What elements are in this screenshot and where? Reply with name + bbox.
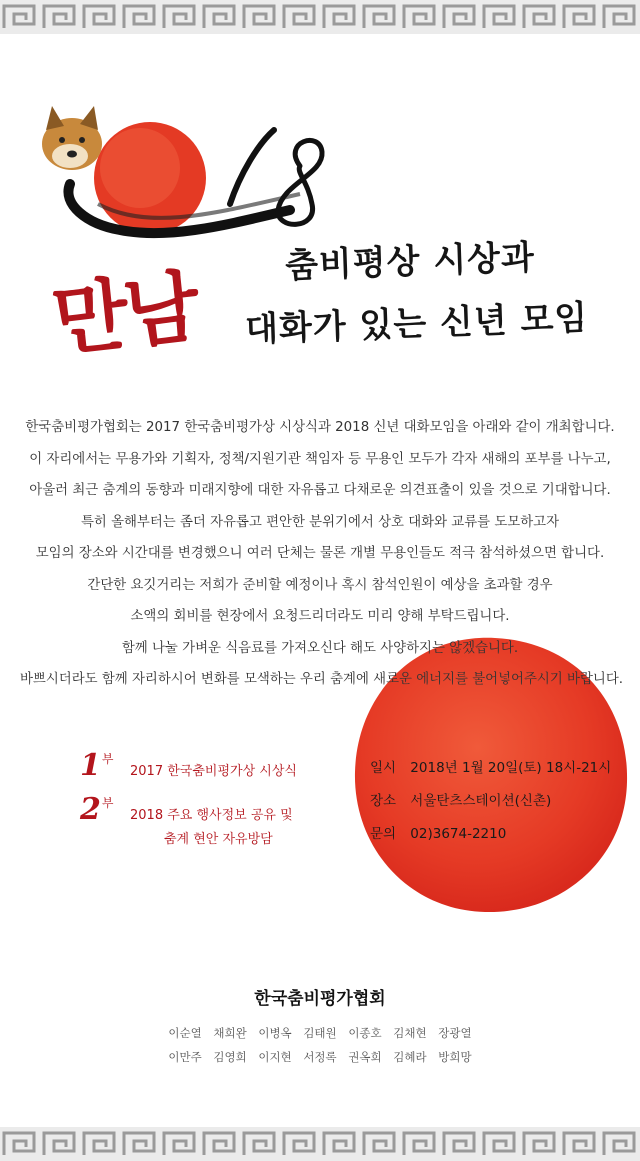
body-line: 모임의 장소와 시간대를 변경했으니 여러 단체는 물론 개별 무용인들도 적극 참석하셨으면 합니다. — [35, 546, 605, 561]
member-name: 김태원 — [303, 1026, 337, 1040]
members-row-2 — [0, 1049, 640, 1065]
member-name: 서정록 — [303, 1050, 337, 1064]
body-line: 소액의 회비를 현장에서 요청드리더라도 미리 양해 부탁드립니다. — [130, 609, 510, 624]
body-line: 이 자리에서는 무용가와 기획자, 정책/지원기관 책임자 등 무용인 모두가 각자 새해의 포부를 나누고, — [29, 451, 611, 467]
program-title: 2018 주요 행사정보 공유 및 — [130, 808, 293, 823]
body-line: 간단한 요깃거리는 저희가 준비할 예정이나 혹시 참석인원이 예상을 초과할 경우 — [87, 577, 553, 593]
member-name: 김혜라 — [393, 1050, 427, 1064]
member-name: 이순열 — [168, 1026, 202, 1040]
program-title: 2017 한국춤비평가상 시상식 — [130, 764, 297, 779]
members-row-1 — [0, 1025, 640, 1041]
info-label: 일시 — [370, 760, 397, 776]
body-line: 아울러 최근 춤계의 동향과 미래지향에 대한 자유롭고 다채로운 의견표출이 있을 것으로 기대합니다. — [29, 483, 611, 498]
member-name: 채희완 — [213, 1026, 247, 1040]
bottom-border-pattern — [0, 1127, 640, 1161]
info-contact — [370, 818, 611, 851]
program-item-2 — [80, 792, 293, 847]
program-suffix: 부 — [101, 752, 114, 766]
hero-headline-1: 춤비평상 시상과 — [284, 237, 536, 287]
member-name: 방희망 — [438, 1050, 472, 1064]
member-name: 김영희 — [213, 1050, 247, 1064]
body-line: 특히 올해부터는 좀더 자유롭고 편안한 분위기에서 상호 대화와 교류를 도모하고자 — [80, 514, 560, 530]
info-value: 02)3674-2210 — [410, 826, 507, 842]
info-datetime — [370, 752, 611, 785]
info-label: 문의 — [370, 826, 397, 842]
member-name: 이만주 — [168, 1050, 202, 1064]
info-venue — [370, 785, 611, 818]
member-name: 김채현 — [393, 1026, 427, 1040]
info-value: 2018년 1월 20일(토) 18시-21시 — [410, 760, 612, 776]
hero-headline-2: 대화가 있는 신년 모임 — [244, 298, 589, 350]
invitation-body — [20, 412, 624, 696]
event-info — [370, 752, 611, 851]
organization-name: 한국춤비평가협회 — [254, 989, 386, 1009]
body-line: 함께 나눌 가벼운 식음료를 가져오신다 해도 사양하지는 않겠습니다. — [121, 640, 519, 656]
program-number: 1 — [80, 748, 101, 783]
member-name: 이종호 — [348, 1026, 382, 1040]
program-item-1 — [80, 748, 297, 783]
mannam-calligraphy: 만남 — [48, 261, 200, 368]
member-name: 이병옥 — [258, 1026, 292, 1040]
program-title-line2: 춤계 현안 자유방담 — [164, 832, 273, 847]
body-line: 한국춤비평가협회는 2017 한국춤비평가상 시상식과 2018 신년 대화모임을 아래와 같이 개최합니다. — [25, 420, 615, 435]
dog-illustration — [42, 106, 102, 170]
member-name: 장광열 — [438, 1026, 472, 1040]
info-label: 장소 — [370, 793, 397, 809]
info-value: 서울탄츠스테이션(신촌) — [410, 793, 552, 809]
program-number: 2 — [80, 792, 101, 827]
hero-illustration — [0, 34, 640, 374]
top-border-pattern — [0, 0, 640, 34]
member-name: 이지현 — [258, 1050, 292, 1064]
program-suffix: 부 — [101, 796, 114, 810]
member-name: 권옥희 — [348, 1050, 382, 1064]
body-line: 바쁘시더라도 함께 자리하시어 변화를 모색하는 우리 춤계에 새로운 에너지를 불어넣어주시기 바랍니다. — [20, 672, 624, 687]
